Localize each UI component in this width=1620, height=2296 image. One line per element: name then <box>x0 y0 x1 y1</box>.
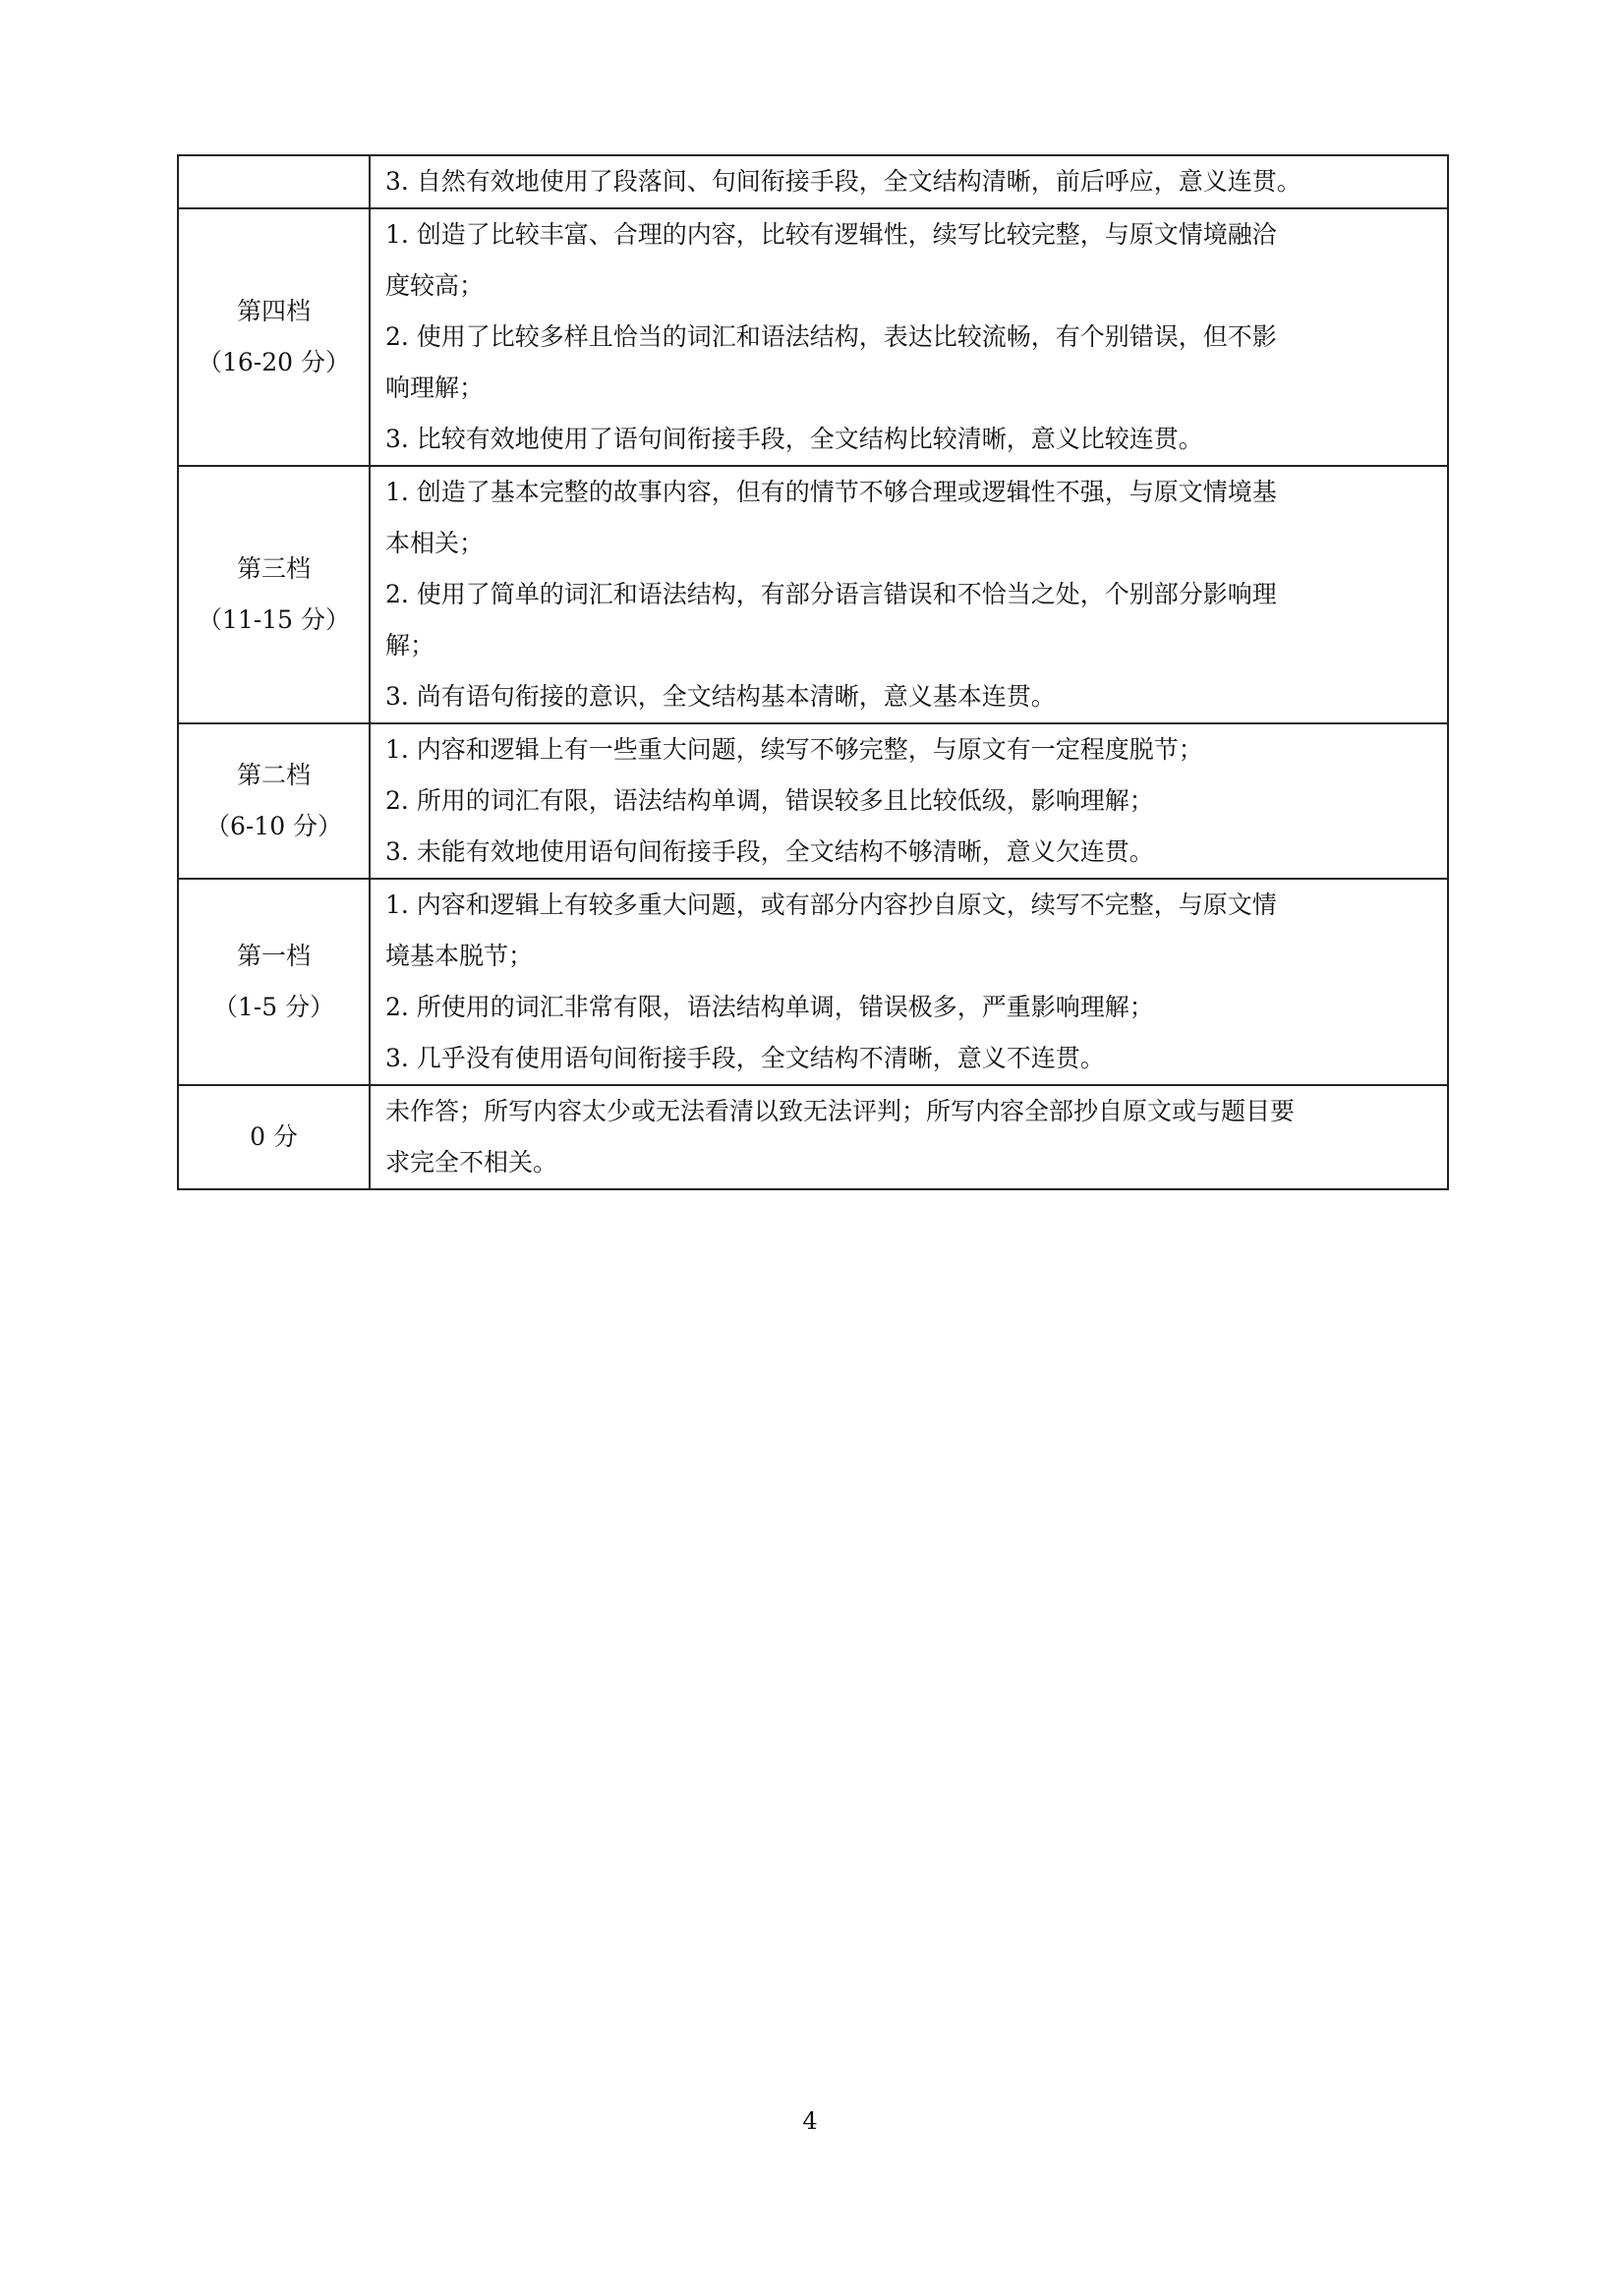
description-line: 本相关； <box>385 529 485 557</box>
level-cell <box>178 723 370 879</box>
description-line: 响理解； <box>385 373 485 402</box>
description-line: 度较高； <box>385 271 485 300</box>
table-row-continued <box>178 155 1448 208</box>
description-cell <box>370 879 1448 1085</box>
description-line: 3. 比较有效地使用了语句间衔接手段，全文结构比较清晰，意义比较连贯。 <box>385 425 1203 453</box>
table-row-level-1 <box>178 879 1448 1085</box>
description-line: 未作答；所写内容太少或无法看清以致无法评判；所写内容全部抄自原文或与题目要 <box>385 1097 1296 1125</box>
description-line: 3. 几乎没有使用语句间衔接手段，全文结构不清晰，意义不连贯。 <box>385 1044 1105 1072</box>
description-cell <box>370 208 1448 466</box>
description-line: 2. 所用的词汇有限，语法结构单调，错误较多且比较低级，影响理解； <box>385 786 1154 815</box>
description-line: 3. 尚有语句衔接的意识，全文结构基本清晰，意义基本连贯。 <box>385 682 1056 711</box>
description-line: 2. 使用了简单的词汇和语法结构，有部分语言错误和不恰当之处，个别部分影响理 <box>385 580 1277 608</box>
description-line: 求完全不相关。 <box>385 1148 558 1177</box>
description-line: 解； <box>385 631 435 660</box>
level-range: （11-15 分） <box>197 605 351 634</box>
level-range: （1-5 分） <box>212 993 335 1021</box>
description-cell <box>370 466 1448 723</box>
level-name: 0 分 <box>250 1122 298 1151</box>
rubric-table <box>177 154 1449 1190</box>
description-cell <box>370 1085 1448 1189</box>
level-name: 第四档 <box>236 297 311 325</box>
table-row-level-3 <box>178 466 1448 723</box>
page-number: 4 <box>802 2107 818 2135</box>
description-line: 1. 内容和逻辑上有较多重大问题，或有部分内容抄自原文，续写不完整，与原文情 <box>385 890 1277 919</box>
description-line: 境基本脱节； <box>385 942 534 970</box>
level-range: （16-20 分） <box>197 348 351 376</box>
table-row-level-2 <box>178 723 1448 879</box>
table-row-level-4 <box>178 208 1448 466</box>
level-name: 第三档 <box>236 554 311 583</box>
level-cell <box>178 208 370 466</box>
level-range: （6-10 分） <box>204 812 343 840</box>
description-line: 1. 内容和逻辑上有一些重大问题，续写不够完整，与原文有一定程度脱节； <box>385 735 1203 764</box>
description-line: 3. 未能有效地使用语句间衔接手段，全文结构不够清晰，意义欠连贯。 <box>385 837 1154 866</box>
level-cell <box>178 466 370 723</box>
description-line: 3. 自然有效地使用了段落间、句间衔接手段，全文结构清晰，前后呼应，意义连贯。 <box>385 167 1302 196</box>
table-row-level-0 <box>178 1085 1448 1189</box>
description-line: 2. 使用了比较多样且恰当的词汇和语法结构，表达比较流畅，有个别错误，但不影 <box>385 322 1277 351</box>
description-line: 1. 创造了比较丰富、合理的内容，比较有逻辑性，续写比较完整，与原文情境融洽 <box>385 220 1277 249</box>
description-cell <box>370 155 1448 208</box>
description-cell <box>370 723 1448 879</box>
level-cell <box>178 1085 370 1189</box>
level-cell <box>178 879 370 1085</box>
description-line: 1. 创造了基本完整的故事内容，但有的情节不够合理或逻辑性不强，与原文情境基 <box>385 478 1277 506</box>
level-cell-empty <box>178 155 370 208</box>
level-name: 第二档 <box>236 761 311 789</box>
description-line: 2. 所使用的词汇非常有限，语法结构单调，错误极多，严重影响理解； <box>385 993 1154 1021</box>
level-name: 第一档 <box>236 942 311 970</box>
